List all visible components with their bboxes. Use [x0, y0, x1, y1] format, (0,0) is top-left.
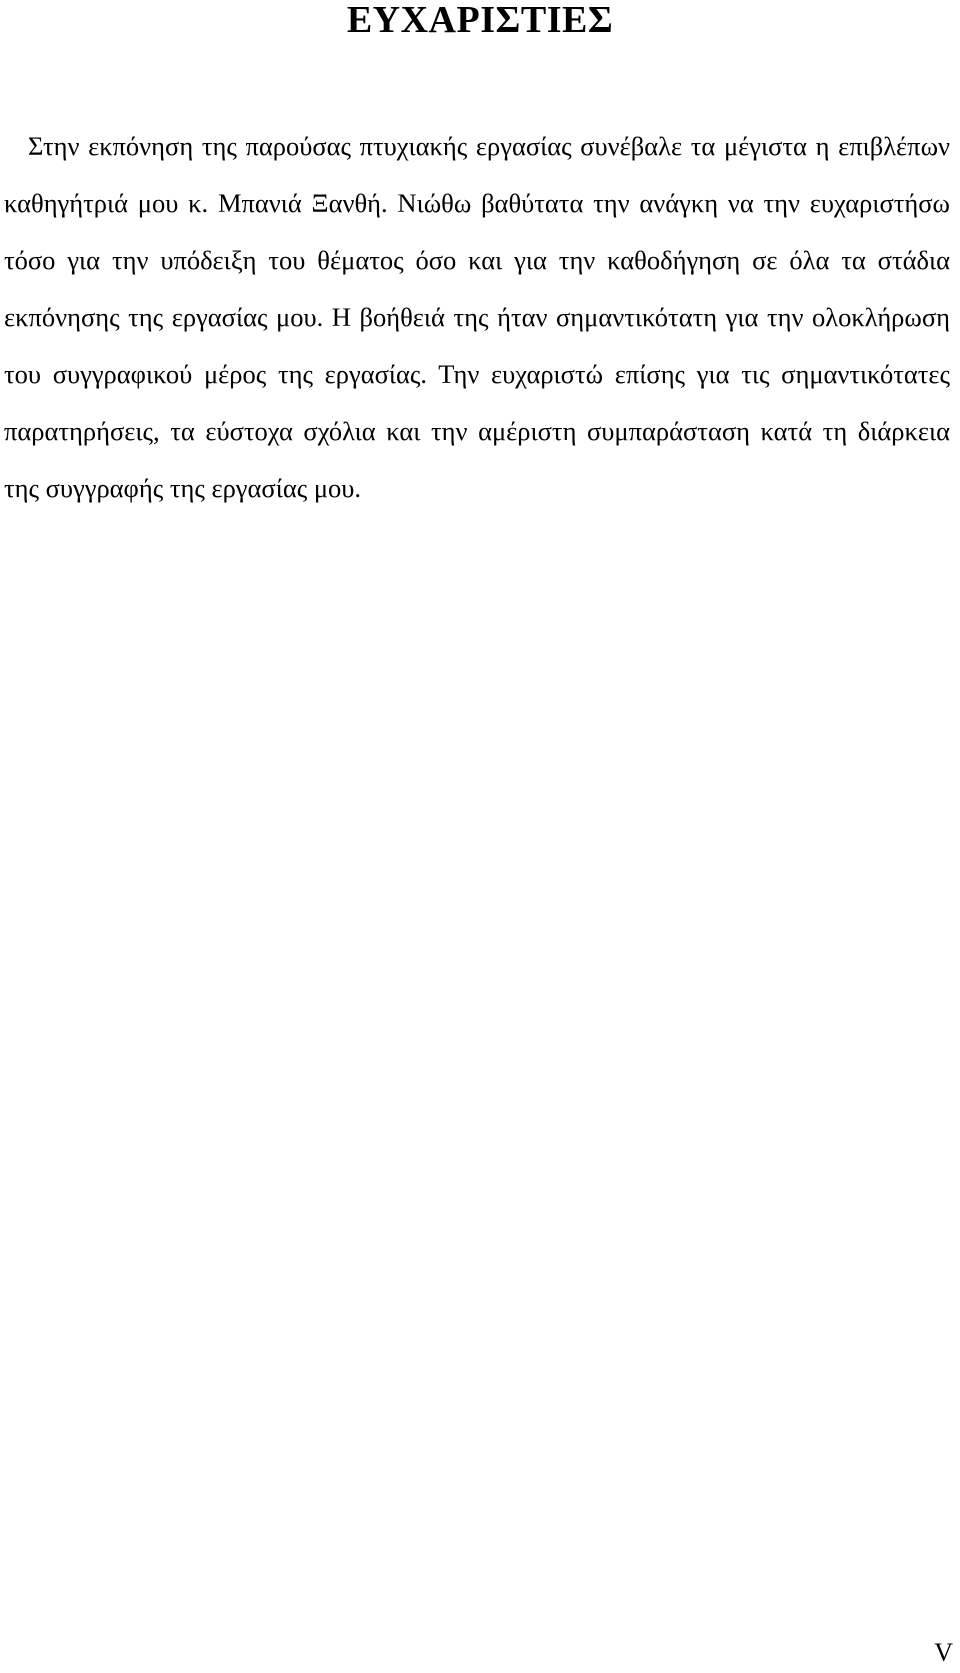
acknowledgements-paragraph: Στην εκπόνηση της παρούσας πτυχιακής εργασίας συνέβαλε τα μέγιστα η επιβλέπων καθηγήτριά μου κ. Μπανιά Ξανθή. Νιώθω βαθύτατα την ανάγκη να την ευχαριστήσω τόσο για την υπόδειξη του θέματος όσο και για την καθοδήγηση σε όλα τα στάδια εκπόνησης της εργασίας μου. Η βοήθειά της ήταν σημαντικότατη για την ολοκλήρωση του συγγραφικού μέρος της εργασίας. Την ευχαριστώ επίσης για τις σημαντικότατες παρατηρήσεις, τα εύστοχα σχόλια και την αμέριστη συμπαράσταση κατά τη διάρκεια της συγγραφής της εργασίας μου.: [4, 131, 950, 503]
page-number: V: [934, 1638, 953, 1667]
page-title: ΕΥΧΑΡΙΣΤΙΕΣ: [346, 0, 614, 41]
